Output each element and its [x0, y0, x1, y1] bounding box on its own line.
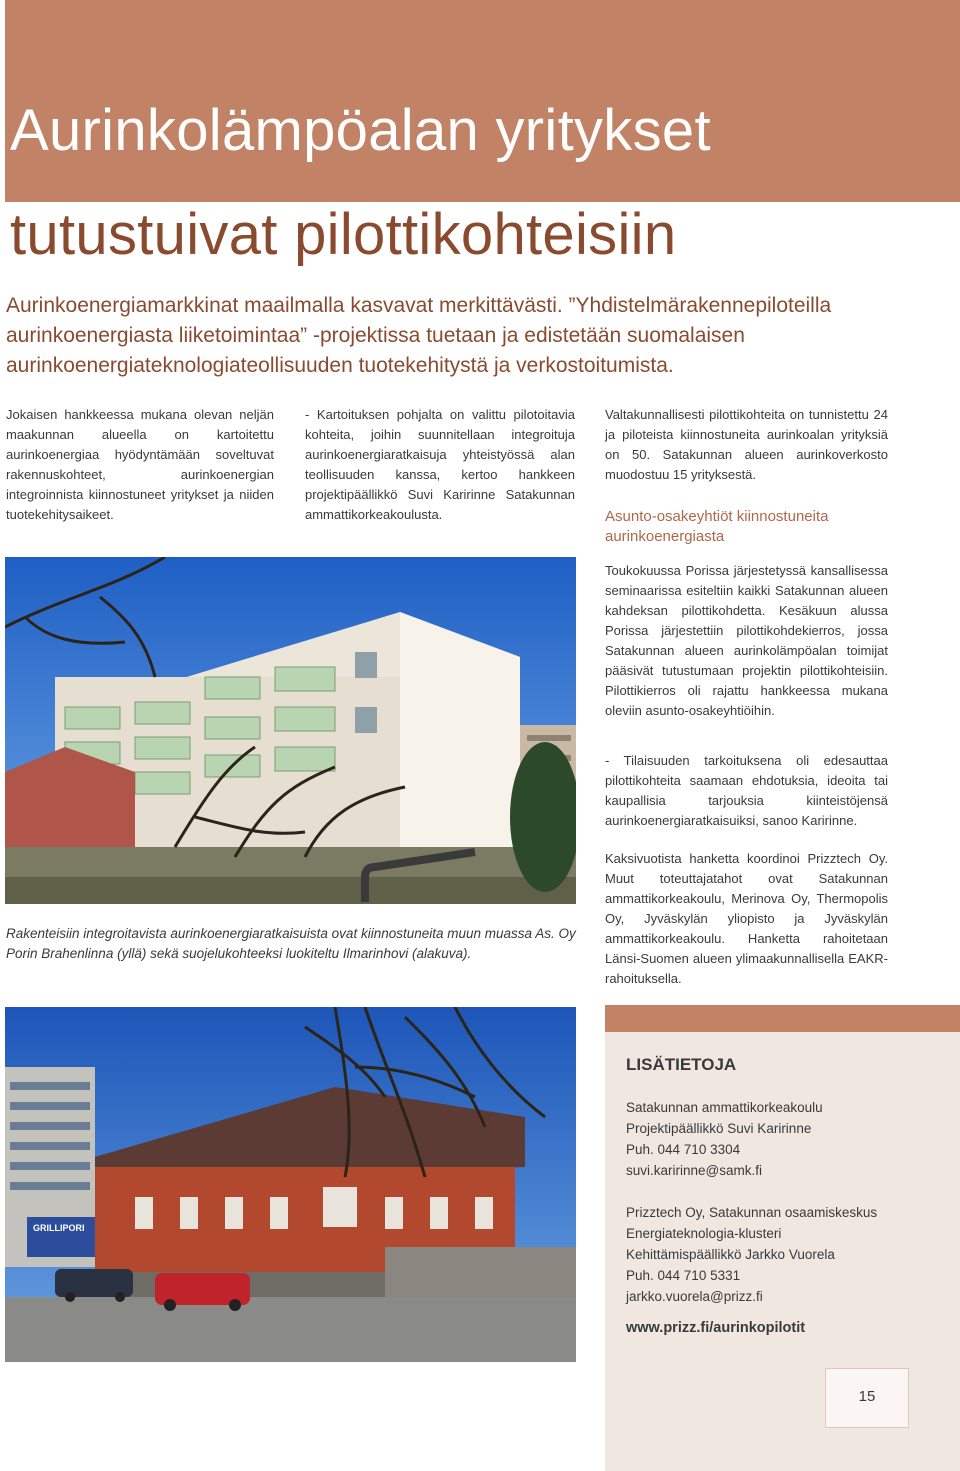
body-column-2: - Kartoituksen pohjalta on valittu pilotoitavia kohteita, joihin suunnitellaan integroituja aurinkoenergiaratkaisuja yhteistyössä alan teollisuuden kanssa, kertoo hankkeen projektipäällikkö Suvi Karirinne Satakunnan ammattikorkeakoulusta.	[305, 407, 575, 522]
info-contact1-org: Satakunnan ammattikorkeakoulu	[626, 1100, 823, 1115]
info-contact1-email[interactable]: suvi.karirinne@samk.fi	[626, 1163, 762, 1178]
info-website-link[interactable]: www.prizz.fi/aurinkopilotit	[626, 1320, 806, 1336]
info-contact2-email[interactable]: jarkko.vuorela@prizz.fi	[626, 1289, 763, 1304]
photo-caption: Rakenteisiin integroitavista aurinkoenergiaratkaisuista ovat kiinnostuneita muun muassa As. Oy Porin Brahenlinna (yllä) sekä suojelukohteeksi luokiteltu Ilmarinhovi (alakuva).	[6, 926, 576, 961]
page-title-line-1: Aurinkolämpöalan yritykset	[10, 98, 711, 163]
page-title-line-2: tutustuivat pilottikohteisiin	[10, 202, 677, 267]
body-column-3-seminar: Toukokuussa Porissa järjestetyssä kansallisessa seminaarissa esiteltiin kaikki Satakunnan alueen kahdeksan pilottikohdetta. Kesäkuun alussa Porissa järjestettiin pilottikohdekierros, jossa Satakunnan alueen aurinkolämpöalan toimijat pääsivät tutustumaan projektin pilottikohteisiin. Pilottikierros oli rajattu hankkeessa mukana oleviin asunto-osakeyhtiöihin.	[605, 563, 888, 718]
body-column-3-quote: - Tilaisuuden tarkoituksena oli edesauttaa pilottikohteita saamaan ehdotuksia, ideoita tai kaupallisia tarjouksia kiinteistöjensä aurinkoenergiaratkaisuiksi, sanoo Karirinne.	[605, 753, 888, 828]
grillipori-sign: GRILLIPORI	[33, 1223, 85, 1233]
lead-paragraph: Aurinkoenergiamarkkinat maailmalla kasvavat merkittävästi. ”Yhdistelmärakennepiloteilla aurinkoenergiasta liiketoimintaa” -projektissa tuetaan ja edistetään suomalaisen aurinkoenergiateknologiateollisuuden tuotekehitystä ja verkostoitumista.	[6, 294, 832, 377]
photo-brahenlinna	[5, 557, 576, 904]
body-column-1: Jokaisen hankkeessa mukana olevan neljän maakunnan alueella on kartoitettu aurinkoenergiaa hyödyntämään soveltuvat rakennuskohteet, aurinkoenergian integroinnista kiinnostuneet yritykset ja niiden tuotekehitysaikeet.	[6, 407, 274, 522]
photo-ilmarinhovi	[5, 1007, 576, 1362]
info-contact2-phone: Puh. 044 710 5331	[626, 1268, 741, 1283]
info-contact2-cluster: Energiateknologia-klusteri	[626, 1226, 782, 1241]
info-contact1-phone: Puh. 044 710 3304	[626, 1142, 741, 1157]
section-subheading: Asunto-osakeyhtiöt kiinnostuneita aurinkoenergiasta	[605, 508, 829, 545]
body-column-3-funding: Kaksivuotista hanketta koordinoi Prizztech Oy. Muut toteuttajatahot ovat Satakunnan ammattikorkeakoulu, Merinova Oy, Thermopolis Oy, Jyväskylän yliopisto ja Jyväskylän ammattikorkeakoulu. Hanketta rahoitetaan Länsi-Suomen alueen ylimaakunnallisella EAKR-rahoituksella.	[605, 851, 888, 986]
info-contact1-person: Projektipäällikkö Suvi Karirinne	[626, 1121, 812, 1136]
info-contact2-person: Kehittämispäällikkö Jarkko Vuorela	[626, 1247, 835, 1262]
page-number: 15	[858, 1388, 876, 1405]
info-title: LISÄTIETOJA	[626, 1055, 737, 1074]
body-column-3-intro: Valtakunnallisesti pilottikohteita on tunnistettu 24 ja piloteista kiinnostuneita aurinkoalan yrityksiä on 50. Satakunnan alueen aurinkoverkosto muodostuu 15 yrityksestä.	[605, 407, 888, 482]
info-contact2-org: Prizztech Oy, Satakunnan osaamiskeskus	[626, 1205, 878, 1220]
info-box-header-bar	[605, 1005, 960, 1032]
